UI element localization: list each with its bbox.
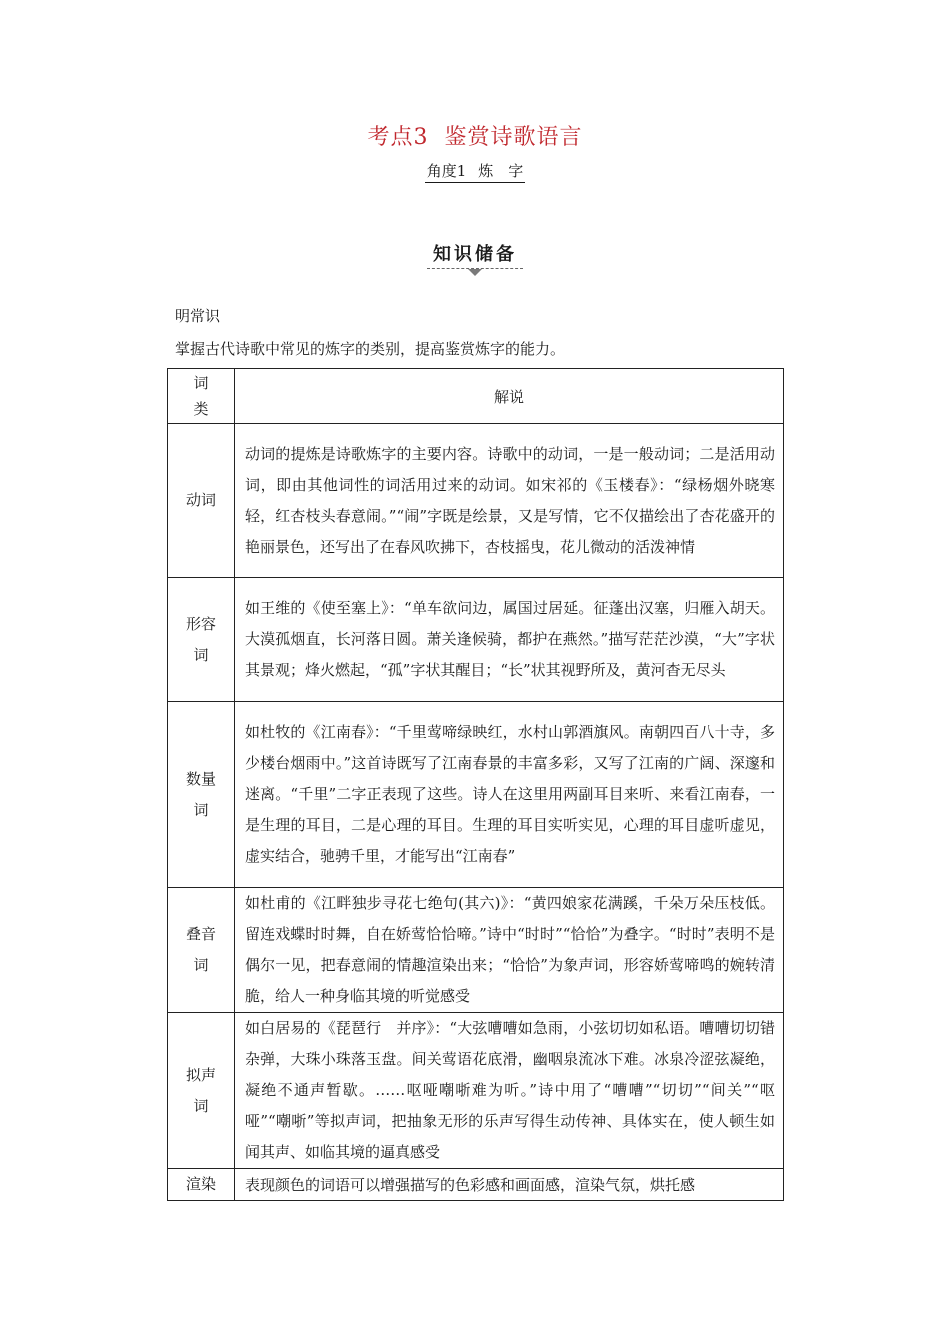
intro-text: 掌握古代诗歌中常见的炼字的类别，提高鉴赏炼字的能力。 [175, 340, 566, 358]
term-column-header: 词类 [168, 369, 235, 424]
title-number: 考点3 [367, 125, 429, 150]
subtitle-number: 角度1 [426, 162, 467, 180]
desc-cell: 如王维的《使至塞上》：“单车欲问边，属国过居延。征蓬出汉塞，归雁入胡天。大漠孤烟直，长河落日圆。萧关逢候骑，都护在燕然。”描写茫茫沙漠，“大”字状其景观；烽火燃起，“孤”字状其醒目；“长”状其视野所及，黄河杳无尽头 [235, 578, 784, 702]
term-cell: 拟声词 [168, 1013, 235, 1169]
desc-column-header: 解说 [235, 369, 784, 424]
page-subtitle [0, 160, 950, 183]
term-cell: 数量词 [168, 702, 235, 888]
desc-cell: 表现颜色的词语可以增强描写的色彩感和画面感，渲染气氛，烘托感 [235, 1169, 784, 1201]
term-cell: 形容词 [168, 578, 235, 702]
desc-cell: 如白居易的《琵琶行 并序》：“大弦嘈嘈如急雨，小弦切切如私语。嘈嘈切切错杂弹，大珠小珠落玉盘。间关莺语花底滑，幽咽泉流冰下难。冰泉冷涩弦凝绝，凝绝不通声暂歇。……呕哑嘲哳难为听。”诗中用了“嘈嘈”“切切”“间关”“呕哑”“嘲哳”等拟声词，把抽象无形的乐声写得生动传神、具体实在，使人顿生如闻其声、如临其境的逼真感受 [235, 1013, 784, 1169]
desc-cell: 动词的提炼是诗歌炼字的主要内容。诗歌中的动词，一是一般动词；二是活用动词，即由其他词性的词活用过来的动词。如宋祁的《玉楼春》：“绿杨烟外晓寒轻，红杏枝头春意闹。”“闹”字既是绘景，又是写情，它不仅描绘出了杏花盛开的艳丽景色，还写出了在春风吹拂下，杏枝摇曳，花儿微动的活泼神情 [235, 424, 784, 578]
table-header-row [168, 369, 784, 424]
table-row [168, 888, 784, 1013]
term-cell: 渲染 [168, 1169, 235, 1201]
subtitle-text: 炼 字 [478, 162, 524, 180]
triangle-down-icon [468, 269, 482, 276]
table-row [168, 1169, 784, 1201]
table-row [168, 578, 784, 702]
page-title [0, 120, 950, 151]
table-row [168, 424, 784, 578]
section-header [0, 240, 950, 276]
term-cell: 动词 [168, 424, 235, 578]
term-cell: 叠音词 [168, 888, 235, 1013]
table-row [168, 702, 784, 888]
intro-label: 明常识 [175, 307, 221, 325]
table-row [168, 1013, 784, 1169]
desc-cell: 如杜甫的《江畔独步寻花七绝句(其六)》：“黄四娘家花满蹊，千朵万朵压枝低。留连戏蝶时时舞，自在娇莺恰恰啼。”诗中“时时”“恰恰”为叠字。“时时”表明不是偶尔一见，把春意闹的情趣渲染出来；“恰恰”为象声词，形容娇莺啼鸣的婉转清脆，给人一种身临其境的听觉感受 [235, 888, 784, 1013]
desc-cell: 如杜牧的《江南春》：“千里莺啼绿映红，水村山郭酒旗风。南朝四百八十寺，多少楼台烟雨中。”这首诗既写了江南春景的丰富多彩，又写了江南的广阔、深邃和迷离。“千里”二字正表现了这些。诗人在这里用两副耳目来听、来看江南春，一是生理的耳目，二是心理的耳目。生理的耳目实听实见，心理的耳目虚听虚见，虚实结合，驰骋千里，才能写出“江南春” [235, 702, 784, 888]
title-text: 鉴赏诗歌语言 [444, 125, 583, 150]
section-heading: 知识储备 [427, 240, 523, 269]
word-class-table [167, 368, 784, 1201]
